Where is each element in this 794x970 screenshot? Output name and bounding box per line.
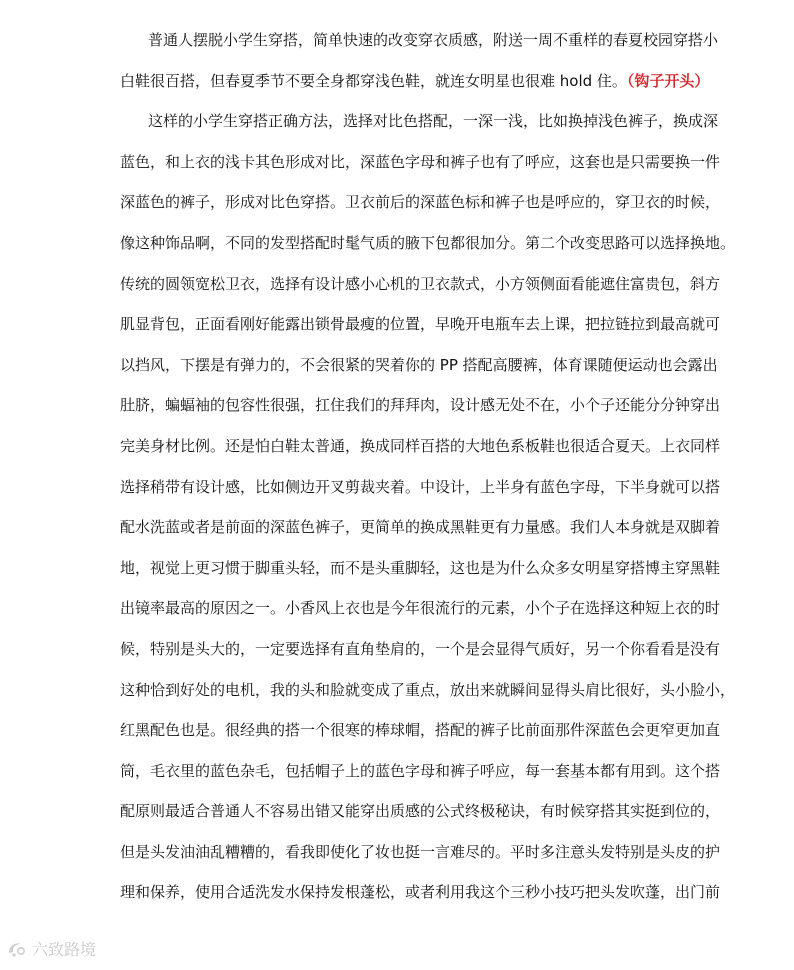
text-segment: 红黑配色也是。很经典的搭一个很寒的棒球帽，搭配的裤子比前面那件深蓝色会更窄更加直 [120,721,721,740]
text-line [120,467,721,508]
text-segment: 以挡风，下摆是有弹力的，不会很紧的哭着你的 PP 搭配高腰裤，体育课随便运动也会露出 [120,355,718,374]
text-line [120,710,721,751]
text-line [120,385,721,426]
text-segment: 像这种饰品啊，不同的发型搭配时髦气质的腋下包都很加分。第二个改变思路可以选择换地。 [120,233,736,252]
text-segment: 配原则最适合普通人不容易出错又能穿出质感的公式终极秘诀，有时候穿搭其实挺到位的， [120,802,721,821]
text-line [120,101,719,142]
text-segment: 这样的小学生穿搭正确方法，选择对比色搭配，一深一浅，比如换掉浅色裤子，换成深 [148,112,719,131]
text-segment: 这种恰到好处的电机，我的头和脸就变成了重点，放出来就瞬间显得头肩比很好，头小脸小， [120,680,736,699]
hook-annotation: （钩子开头） [626,71,710,90]
text-segment: 普通人摆脱小学生穿搭，简单快速的改变穿衣质感，附送一周不重样的春夏校园穿搭小 [148,31,719,49]
text-line [120,142,721,183]
text-segment: 完美身材比例。还是怕白鞋太普通，换成同样百搭的大地色系板鞋也很适合夏天。上衣同样 [120,436,721,455]
text-segment: 肌显背包，正面看刚好能露出锁骨最瘦的位置，早晚开电瓶车去上课，把拉链拉到最高就可 [120,315,721,334]
text-segment: 选择稍带有设计感，比如侧边开叉剪裁夹着。中设计，上半身有蓝色字母，下半身就可以搭 [120,477,721,496]
text-segment: 出镜率最高的原因之一。小香风上衣也是今年很流行的元素，小个子在选择这种短上衣的时 [120,599,721,618]
text-segment: 候，特别是头大的，一定要选择有直角垫肩的，一个是会显得气质好，另一个你看看是没有 [120,639,721,658]
text-line [120,872,721,913]
text-line [120,304,721,345]
text-line [120,588,721,629]
text-line [120,791,721,832]
text-line [120,751,721,792]
text-segment: 地，视觉上更习惯于脚重头轻，而不是头重脚轻，这也是为什么众多女明星穿搭博主穿黑鞋 [120,558,721,577]
text-line [120,345,718,386]
watermark-text: 六致路境 [32,940,97,959]
watermark [6,937,96,960]
text-segment: 传统的圆领宽松卫衣，选择有设计感小心机的卫衣款式，小方领侧面看能遮住富贵包，斜方 [120,274,721,293]
text-line [120,264,721,305]
logo-mark-icon [6,939,28,959]
text-segment: 但是头发油油乱糟糟的，看我即使化了妆也挺一言难尽的。平时多注意头发特别是头皮的护 [120,842,721,861]
text-segment: 配水洗蓝或者是前面的深蓝色裤子，更简单的换成黑鞋更有力量感。我们人本身就是双脚着 [120,518,721,537]
text-segment: 白鞋很百搭，但春夏季节不要全身都穿浅色鞋，就连女明星也很难 hold 住。 [120,71,627,90]
text-segment: 肚脐，蝙蝠袖的包容性很强，扛住我们的拜拜肉，设计感无处不在，小个子还能分分钟穿出 [120,396,721,415]
text-segment: 深蓝色的裤子，形成对比色穿搭。卫衣前后的深蓝色标和裤子也是呼应的，穿卫衣的时候， [120,193,721,212]
text-line [120,426,721,467]
text-line [120,548,721,589]
text-segment: 筒，毛衣里的蓝色杂毛，包括帽子上的蓝色字母和裤子呼应，每一套基本都有用到。这个搭 [120,761,721,780]
text-segment: 蓝色，和上衣的浅卡其色形成对比，深蓝色字母和裤子也有了呼应，这套也是只需要换一件 [120,152,721,171]
text-line [120,182,721,223]
text-line [120,61,710,102]
text-line [120,507,721,548]
text-line [120,20,719,61]
text-segment: 理和保养，使用合适洗发水保持发根蓬松，或者利用我这个三秒小技巧把头发吹蓬，出门前 [120,883,721,902]
text-line [120,832,721,873]
text-line [120,223,736,264]
article-body [120,0,736,913]
text-line [120,670,736,711]
text-line [120,629,721,670]
